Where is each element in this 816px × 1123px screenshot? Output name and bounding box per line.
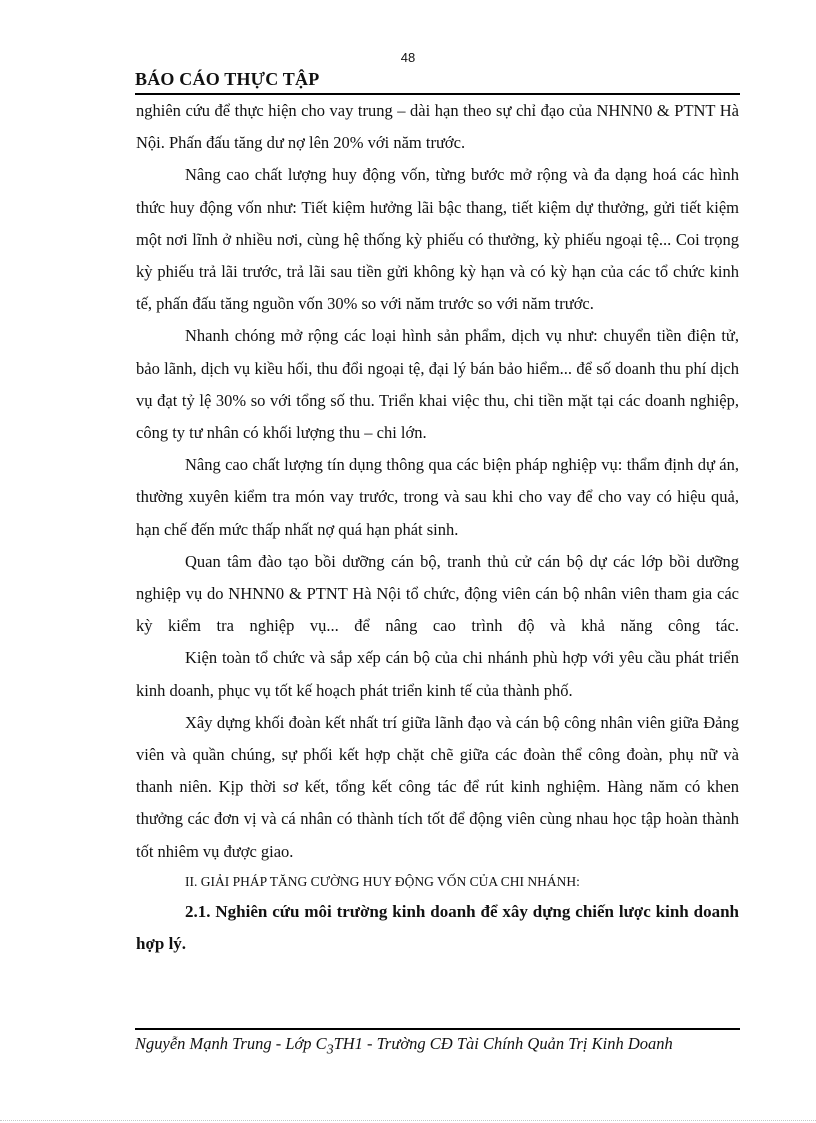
footer-author-prefix: Nguyễn Mạnh Trung - Lớp C [135, 1034, 327, 1053]
paragraph: Nâng cao chất lượng tín dụng thông qua các biện pháp nghiệp vụ: thẩm định dự án, thường xuyên kiểm tra món vay trước, trong và sau khi cho vay để cho vay có hiệu quả, hạn chế đến mức thấp nhất nợ quá hạn phát sinh. [136, 455, 739, 539]
page-number: 48 [400, 50, 416, 65]
footer-rule [135, 1028, 740, 1030]
body-text [136, 95, 739, 960]
paragraph: Nâng cao chất lượng huy động vốn, từng bước mở rộng và đa dạng hoá các hình thức huy động vốn như: Tiết kiệm hưởng lãi bậc thang, tiết kiệm dự thưởng, gửi tiết kiệm một nơi lĩnh ở nhiều nơi, cùng hệ thống kỳ phiếu có thưởng, kỳ phiếu ngoại tệ... Coi trọng kỳ phiếu trả lãi trước, trả lãi sau tiền gửi không kỳ hạn và có kỳ hạn của các tổ chức kinh tế, phấn đấu tăng nguồn vốn 30% so với năm trước so với năm trước. [136, 165, 739, 314]
paragraph: Xây dựng khối đoàn kết nhất trí giữa lãnh đạo và cán bộ công nhân viên giữa Đảng viên và quần chúng, sự phối kết hợp chặt chẽ giữa các đoàn thể công đoàn, phụ nữ và thanh niên. Kịp thời sơ kết, tổng kết công tác để rút kinh nghiệm. Hàng năm có khen thưởng các đơn vị và cá nhân có thành tích tốt để động viên cùng nhau học tập hoàn thành tốt nhiêm vụ được giao. [136, 712, 739, 861]
footer-author-suffix: TH1 - Trường CĐ Tài Chính Quản Trị Kinh Doanh [333, 1034, 673, 1053]
footer-text [135, 1033, 740, 1059]
page-edge [0, 1120, 816, 1121]
header-title: BÁO CÁO THỰC TẬP [135, 69, 320, 89]
paragraph: Quan tâm đào tạo bồi dưỡng cán bộ, tranh thủ cử cán bộ dự các lớp bồi dưỡng nghiệp vụ do NHNN0 & PTNT Hà Nội tổ chức, động viên cán bộ nhân viên tham gia các kỳ kiểm tra nghiệp vụ... để nâng cao trình độ và khả năng công tác. [136, 551, 739, 636]
paragraph: Kiện toàn tổ chức và sắp xếp cán bộ của chi nhánh phù hợp với yêu cầu phát triển kinh doanh, phục vụ tốt kế hoạch phát triển kinh tế của thành phố. [136, 648, 739, 700]
paragraph-continuation: nghiên cứu để thực hiện cho vay trung – dài hạn theo sự chỉ đạo của NHNN0 & PTNT Hà Nội. Phấn đấu tăng dư nợ lên 20% với năm trước. [136, 101, 739, 153]
paragraph: Nhanh chóng mở rộng các loại hình sản phẩm, dịch vụ như: chuyển tiền điện tử, bảo lãnh, dịch vụ kiều hối, thu đổi ngoại tệ, đại lý bán bảo hiểm... để số doanh thu phí dịch vụ đạt tỷ lệ 30% so với tổng số thu. Triển khai việc thu, chi tiền mặt tại các doanh nghiệp, công ty tư nhân có khối lượng thu – chi lớn. [136, 326, 739, 443]
footer-class-subscript: 3 [326, 1041, 334, 1057]
subsection-title: 2.1. Nghiên cứu môi trường kinh doanh để xây dựng chiến lược kinh doanh hợp lý. [136, 901, 739, 954]
section-title: II. GIẢI PHÁP TĂNG CƯỜNG HUY ĐỘNG VỐN CỦA CHI NHÁNH: [185, 873, 580, 889]
